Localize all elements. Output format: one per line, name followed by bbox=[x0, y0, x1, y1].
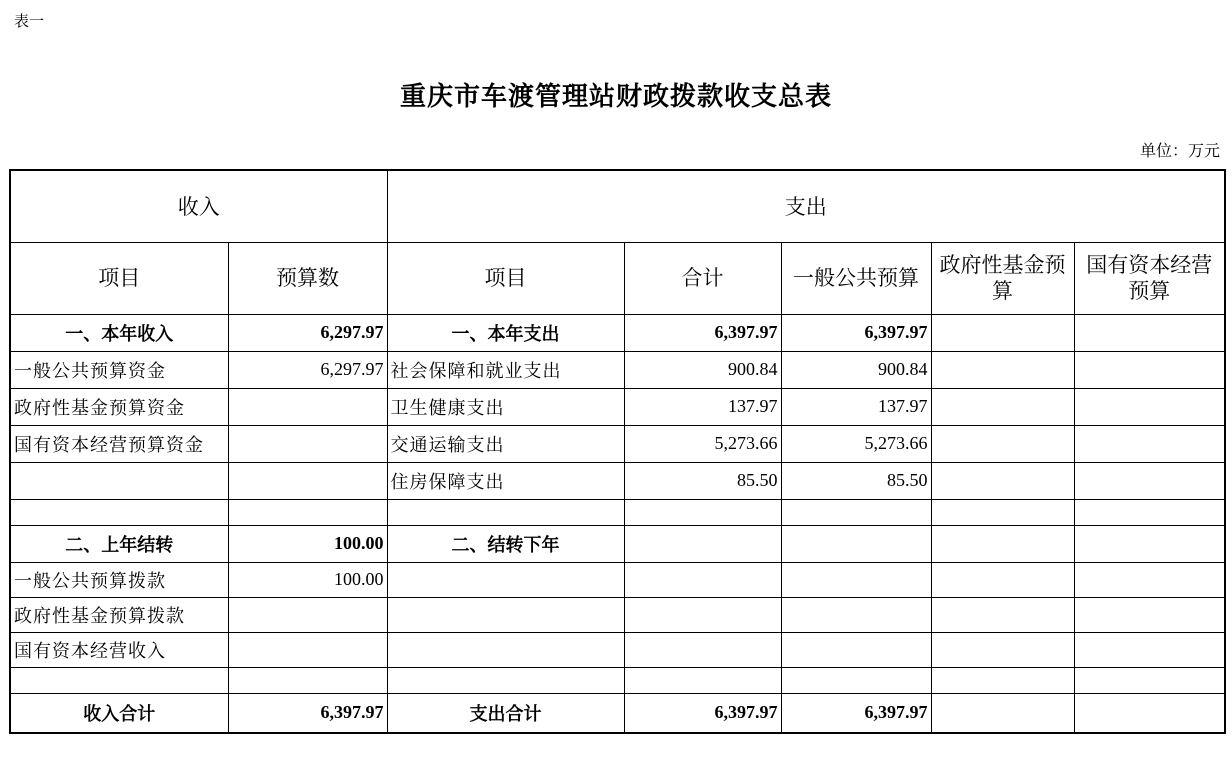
expense-total-cell bbox=[624, 499, 781, 525]
table-row bbox=[10, 562, 1225, 597]
income-amount-cell bbox=[228, 632, 387, 667]
income-amount-cell: 100.00 bbox=[228, 562, 387, 597]
income-item-cell: 一、本年收入 bbox=[10, 314, 228, 351]
state-capital-budget-cell bbox=[1074, 351, 1225, 388]
fund-budget-cell bbox=[931, 597, 1074, 632]
fund-budget-cell bbox=[931, 525, 1074, 562]
expense-item-cell: 一、本年支出 bbox=[387, 314, 624, 351]
general-budget-cell: 137.97 bbox=[781, 388, 931, 425]
fund-budget-cell bbox=[931, 562, 1074, 597]
expense-total-label: 支出合计 bbox=[387, 693, 624, 733]
unit-label: 单位：万元 bbox=[1139, 141, 1220, 160]
table-row-spacer bbox=[10, 667, 1225, 693]
page-title: 重庆市车渡管理站财政拨款收支总表 bbox=[399, 82, 832, 112]
fund-budget-total bbox=[931, 693, 1074, 733]
column-header: 国有资本经营预算 bbox=[1074, 242, 1225, 314]
fund-budget-cell bbox=[931, 462, 1074, 499]
expense-group-header: 支出 bbox=[387, 170, 1225, 242]
column-header: 一般公共预算 bbox=[781, 242, 931, 314]
expense-item-cell bbox=[387, 667, 624, 693]
income-amount-cell bbox=[228, 425, 387, 462]
state-capital-budget-cell bbox=[1074, 667, 1225, 693]
state-capital-budget-cell bbox=[1074, 632, 1225, 667]
income-total-amount: 6,397.97 bbox=[228, 693, 387, 733]
state-capital-budget-cell bbox=[1074, 388, 1225, 425]
expense-total-cell: 5,273.66 bbox=[624, 425, 781, 462]
general-budget-cell: 6,397.97 bbox=[781, 314, 931, 351]
state-capital-budget-cell bbox=[1074, 525, 1225, 562]
income-item-cell: 政府性基金预算拨款 bbox=[10, 597, 228, 632]
income-item-cell bbox=[10, 499, 228, 525]
income-item-cell bbox=[10, 667, 228, 693]
table-row bbox=[10, 597, 1225, 632]
table-row bbox=[10, 462, 1225, 499]
expense-total-cell bbox=[624, 562, 781, 597]
general-budget-cell bbox=[781, 525, 931, 562]
table-row bbox=[10, 388, 1225, 425]
income-item-cell: 一般公共预算资金 bbox=[10, 351, 228, 388]
column-header-row bbox=[10, 242, 1225, 314]
income-item-cell: 国有资本经营收入 bbox=[10, 632, 228, 667]
table-row bbox=[10, 525, 1225, 562]
state-capital-budget-cell bbox=[1074, 562, 1225, 597]
expense-total-cell bbox=[624, 525, 781, 562]
income-amount-cell bbox=[228, 499, 387, 525]
income-group-header: 收入 bbox=[10, 170, 387, 242]
group-header-row bbox=[10, 170, 1225, 242]
general-budget-cell bbox=[781, 597, 931, 632]
column-header: 预算数 bbox=[228, 242, 387, 314]
expense-item-cell: 二、结转下年 bbox=[387, 525, 624, 562]
expense-total-cell: 85.50 bbox=[624, 462, 781, 499]
fund-budget-cell bbox=[931, 499, 1074, 525]
fund-budget-cell bbox=[931, 632, 1074, 667]
income-amount-cell: 100.00 bbox=[228, 525, 387, 562]
table-row bbox=[10, 425, 1225, 462]
fund-budget-cell bbox=[931, 388, 1074, 425]
table-row bbox=[10, 351, 1225, 388]
general-budget-cell: 5,273.66 bbox=[781, 425, 931, 462]
expense-item-cell: 交通运输支出 bbox=[387, 425, 624, 462]
column-header: 项目 bbox=[387, 242, 624, 314]
expense-item-cell: 社会保障和就业支出 bbox=[387, 351, 624, 388]
fund-budget-cell bbox=[931, 667, 1074, 693]
expense-item-cell bbox=[387, 562, 624, 597]
income-amount-cell bbox=[228, 597, 387, 632]
income-amount-cell bbox=[228, 667, 387, 693]
fund-budget-cell bbox=[931, 351, 1074, 388]
column-header: 合计 bbox=[624, 242, 781, 314]
income-item-cell: 政府性基金预算资金 bbox=[10, 388, 228, 425]
state-capital-budget-cell bbox=[1074, 597, 1225, 632]
expense-total-cell: 6,397.97 bbox=[624, 314, 781, 351]
column-header: 项目 bbox=[10, 242, 228, 314]
table-row-spacer bbox=[10, 499, 1225, 525]
general-budget-cell: 85.50 bbox=[781, 462, 931, 499]
expense-item-cell bbox=[387, 499, 624, 525]
expense-item-cell bbox=[387, 597, 624, 632]
table-row bbox=[10, 314, 1225, 351]
income-item-cell: 二、上年结转 bbox=[10, 525, 228, 562]
general-budget-cell bbox=[781, 562, 931, 597]
state-capital-budget-total bbox=[1074, 693, 1225, 733]
expense-total-cell: 900.84 bbox=[624, 351, 781, 388]
general-budget-total: 6,397.97 bbox=[781, 693, 931, 733]
expense-item-cell: 住房保障支出 bbox=[387, 462, 624, 499]
fund-budget-cell bbox=[931, 314, 1074, 351]
expense-total-cell bbox=[624, 597, 781, 632]
expense-item-cell bbox=[387, 632, 624, 667]
income-amount-cell: 6,297.97 bbox=[228, 314, 387, 351]
totals-row bbox=[10, 693, 1225, 733]
state-capital-budget-cell bbox=[1074, 314, 1225, 351]
income-item-cell: 国有资本经营预算资金 bbox=[10, 425, 228, 462]
column-header: 政府性基金预算 bbox=[931, 242, 1074, 314]
general-budget-cell bbox=[781, 632, 931, 667]
expense-item-cell: 卫生健康支出 bbox=[387, 388, 624, 425]
state-capital-budget-cell bbox=[1074, 499, 1225, 525]
expense-total-cell: 137.97 bbox=[624, 388, 781, 425]
general-budget-cell: 900.84 bbox=[781, 351, 931, 388]
state-capital-budget-cell bbox=[1074, 425, 1225, 462]
general-budget-cell bbox=[781, 499, 931, 525]
income-total-label: 收入合计 bbox=[10, 693, 228, 733]
income-amount-cell: 6,297.97 bbox=[228, 351, 387, 388]
expense-total-cell bbox=[624, 667, 781, 693]
state-capital-budget-cell bbox=[1074, 462, 1225, 499]
income-amount-cell bbox=[228, 462, 387, 499]
expense-total-amount: 6,397.97 bbox=[624, 693, 781, 733]
income-item-cell bbox=[10, 462, 228, 499]
income-item-cell: 一般公共预算拨款 bbox=[10, 562, 228, 597]
fund-budget-cell bbox=[931, 425, 1074, 462]
general-budget-cell bbox=[781, 667, 931, 693]
table-row bbox=[10, 632, 1225, 667]
income-amount-cell bbox=[228, 388, 387, 425]
expense-total-cell bbox=[624, 632, 781, 667]
table-number-label: 表一 bbox=[14, 12, 45, 30]
budget-table bbox=[9, 169, 1226, 734]
